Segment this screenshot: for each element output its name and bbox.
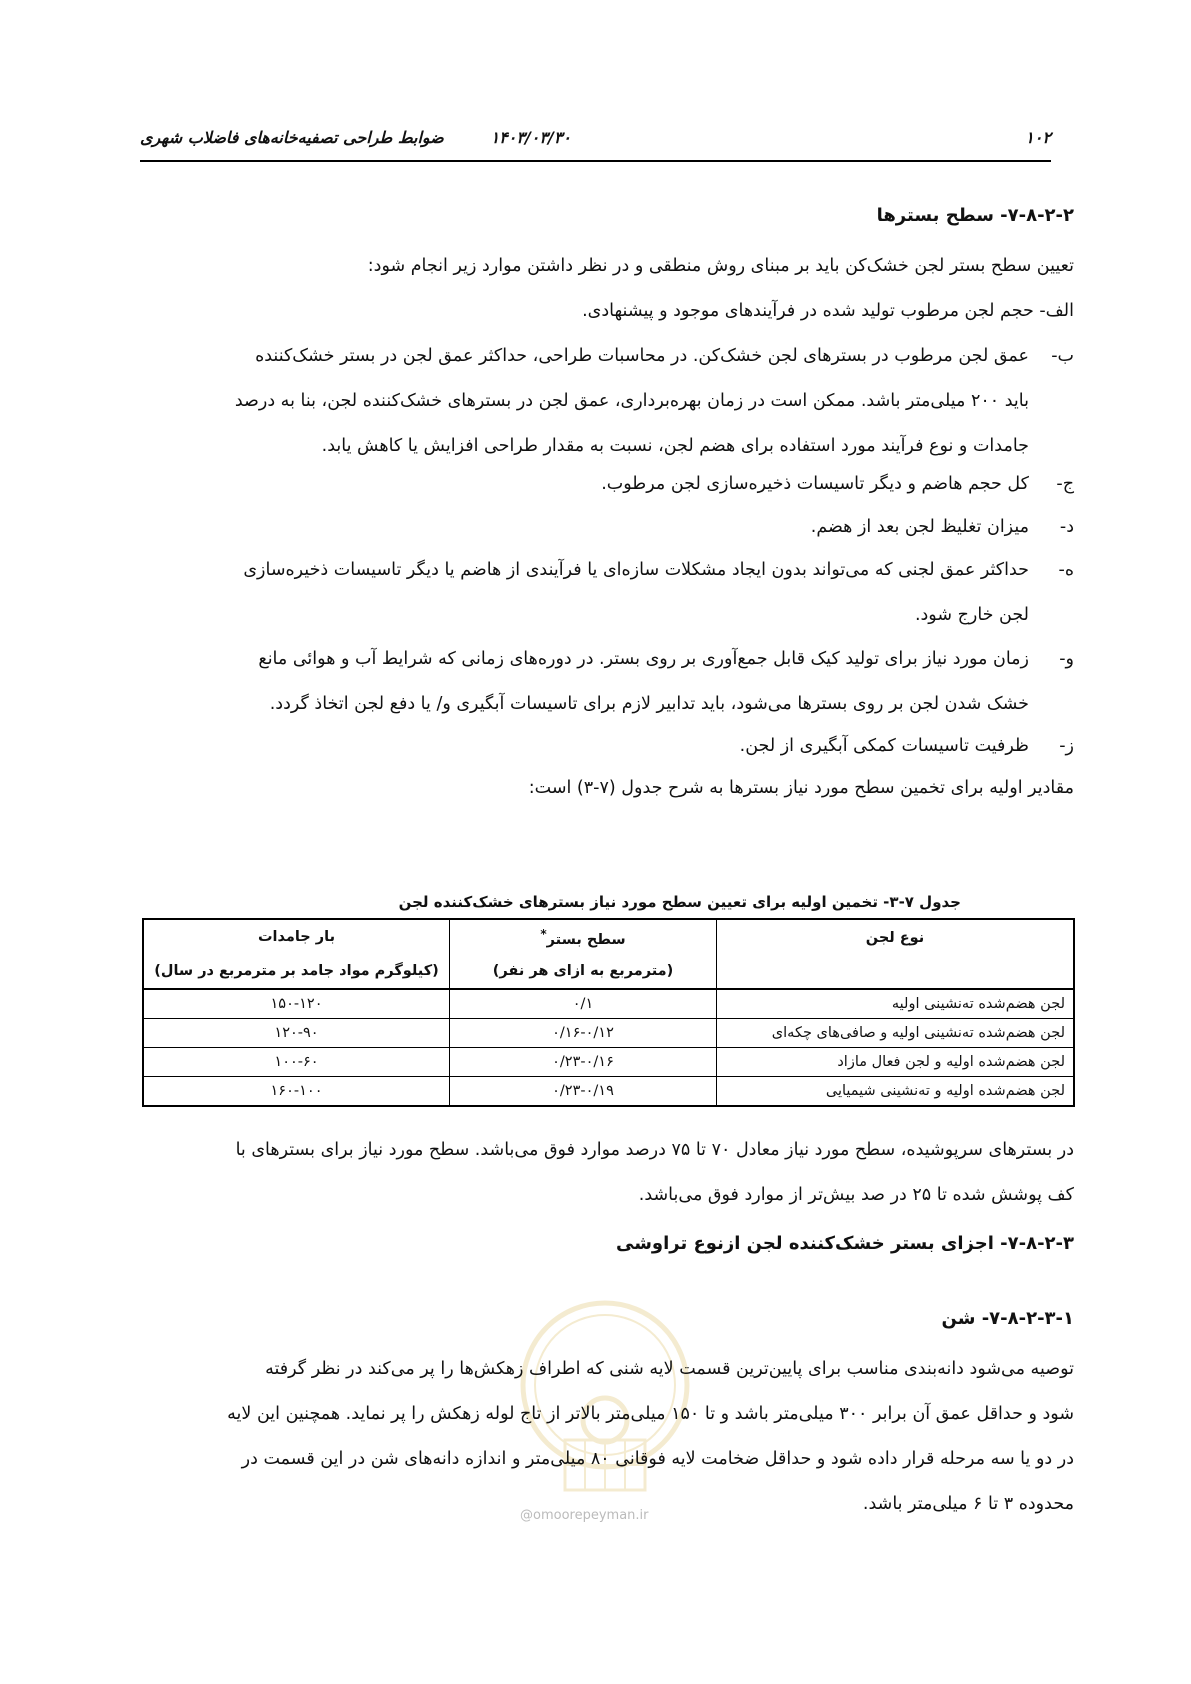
table-row <box>143 1077 1074 1107</box>
cell-bed-area: ۰/۲۳-۰/۱۶ <box>450 1048 717 1077</box>
list-marker: ب- <box>1051 346 1074 366</box>
bed-area-table <box>142 918 1075 1107</box>
footnote-mark: * <box>540 926 547 941</box>
col-header-sludge-type: نوع لجن <box>717 919 1075 989</box>
header-rule <box>140 160 1051 162</box>
gravel-paragraph <box>140 1347 1074 1527</box>
list-item <box>140 724 1074 769</box>
cell-solids-load: ۱۰۰-۶۰ <box>143 1048 450 1077</box>
list-item-text: زمان مورد نیاز برای تولید کیک قابل جمع‌آوری بر روی بستر. در دوره‌های زمانی که شرایط آب و هوائی مانع <box>258 649 1029 669</box>
paragraph-line: در دو یا سه مرحله قرار داده شود و حداقل ضخامت لایه فوقانی ۸۰ میلی‌متر و اندازه دانه‌های شن در این قسمت در <box>241 1449 1074 1469</box>
intro-paragraph <box>140 244 1074 334</box>
col-header-bed-area-label: سطح بستر <box>546 931 626 948</box>
list-marker: ز- <box>1059 736 1074 756</box>
cell-sludge-type: لجن هضم‌شده اولیه و ته‌نشینی شیمیایی <box>717 1077 1075 1107</box>
table-intro-text: مقادیر اولیه برای تخمین سطح مورد نیاز بسترها به شرح جدول (۷-۳) است: <box>528 778 1074 798</box>
paragraph-line: توصیه می‌شود دانه‌بندی مناسب برای پایین‌ترین قسمت لایه شنی که اطراف زهکش‌ها را پر می‌کند در نظر گرفته <box>265 1359 1074 1379</box>
cell-sludge-type: لجن هضم‌شده ته‌نشینی اولیه و صافی‌های چکه‌ای <box>717 1019 1075 1048</box>
list-item-text: خشک شدن لجن بر روی بسترها می‌شود، باید تدابیر لازم برای تاسیسات آبگیری و/ یا دفع لجن اتخاذ گردد. <box>269 694 1029 714</box>
cell-bed-area: ۰/۲۳-۰/۱۹ <box>450 1077 717 1107</box>
header-date: ۱۴۰۳/۰۳/۳۰ <box>490 128 571 147</box>
table-caption: جدول ۷-۳- تخمین اولیه برای تعیین سطح مورد نیاز بسترهای خشک‌کننده لجن <box>398 893 961 911</box>
cell-sludge-type: لجن هضم‌شده ته‌نشینی اولیه <box>717 989 1075 1019</box>
cell-bed-area: ۰/۱۶-۰/۱۲ <box>450 1019 717 1048</box>
watermark-url: @omoorepeyman.ir <box>520 1508 649 1523</box>
table-row <box>143 1048 1074 1077</box>
list-item-text: حداکثر عمق لجنی که می‌تواند بدون ایجاد مشکلات سازه‌ای یا فرآیندی از هاضم یا دیگر تاسیسات ذخیره‌سازی <box>243 560 1029 580</box>
table-row <box>143 989 1074 1019</box>
section-heading-gravel: ۷-۸-۲-۳-۱- شن <box>941 1308 1074 1329</box>
col-header-bed-area <box>450 919 717 954</box>
list-item <box>140 334 1074 469</box>
list-item-text: ظرفیت تاسیسات کمکی آبگیری از لجن. <box>739 736 1029 756</box>
list-item <box>140 505 1074 550</box>
list-item-text: لجن خارج شود. <box>914 605 1029 625</box>
cell-solids-load: ۱۲۰-۹۰ <box>143 1019 450 1048</box>
list-marker: و- <box>1059 649 1074 669</box>
list-item-text: میزان تغلیظ لجن بعد از هضم. <box>810 517 1029 537</box>
col-header-bed-area-unit: (مترمربع به ازای هر نفر) <box>450 954 717 989</box>
list-item <box>140 548 1074 638</box>
cell-solids-load: ۱۵۰-۱۲۰ <box>143 989 450 1019</box>
page-header <box>140 128 1051 154</box>
cell-bed-area: ۰/۱ <box>450 989 717 1019</box>
table-intro-paragraph <box>140 766 1074 811</box>
list-marker: د- <box>1059 517 1074 537</box>
list-item-text: جامدات و نوع فرآیند مورد استفاده برای هضم لجن، نسبت به مقدار طراحی افزایش یا کاهش یابد. <box>321 436 1029 456</box>
col-header-solids-load-unit: (کیلوگرم مواد جامد بر مترمربع در سال) <box>143 954 450 989</box>
item-alef: الف- حجم لجن مرطوب تولید شده در فرآیندهای موجود و پیشنهادی. <box>582 301 1074 321</box>
table-row <box>143 1019 1074 1048</box>
cell-sludge-type: لجن هضم‌شده اولیه و لجن فعال مازاد <box>717 1048 1075 1077</box>
list-item-text: کل حجم هاضم و دیگر تاسیسات ذخیره‌سازی لجن مرطوب. <box>601 474 1029 494</box>
section-heading-bed-components: ۷-۸-۲-۳- اجزای بستر خشک‌کننده لجن ازنوع تراوشی <box>616 1233 1074 1254</box>
list-marker: ه- <box>1058 560 1074 580</box>
page-number: ۱۰۲ <box>1025 128 1051 147</box>
header-title: ضوابط طراحی تصفیه‌خانه‌های فاضلاب شهری <box>140 128 444 147</box>
list-item <box>140 462 1074 507</box>
paragraph-line: شود و حداقل عمق آن برابر ۳۰۰ میلی‌متر باشد و تا ۱۵۰ میلی‌متر بالاتر از تاج لوله زهکش را پر نماید. همچنین این لایه <box>227 1404 1074 1424</box>
list-item <box>140 637 1074 727</box>
paragraph-line: کف پوشش شده تا ۲۵ در صد بیش‌تر از موارد فوق می‌باشد. <box>638 1185 1074 1205</box>
covered-beds-paragraph <box>140 1128 1074 1218</box>
col-header-solids-load: بار جامدات <box>143 919 450 954</box>
intro-text: تعیین سطح بستر لجن خشک‌کن باید بر مبنای روش منطقی و در نظر داشتن موارد زیر انجام شود: <box>367 256 1074 276</box>
section-heading-bed-area: ۷-۸-۲-۲- سطح بسترها <box>876 205 1074 226</box>
cell-solids-load: ۱۶۰-۱۰۰ <box>143 1077 450 1107</box>
list-marker: ج- <box>1056 474 1074 494</box>
paragraph-line: در بسترهای سرپوشیده، سطح مورد نیاز معادل ۷۰ تا ۷۵ درصد موارد فوق می‌باشد. سطح مورد نیاز برای بسترهای با <box>235 1140 1074 1160</box>
paragraph-line: محدوده ۳ تا ۶ میلی‌متر باشد. <box>862 1494 1074 1514</box>
list-item-text: باید ۲۰۰ میلی‌متر باشد. ممکن است در زمان بهره‌برداری، عمق لجن در بسترهای خشک‌کننده لجن، بنا به درصد <box>234 391 1029 411</box>
list-item-text: عمق لجن مرطوب در بسترهای لجن خشک‌کن. در محاسبات طراحی، حداکثر عمق لجن در بستر خشک‌کننده <box>255 346 1029 366</box>
